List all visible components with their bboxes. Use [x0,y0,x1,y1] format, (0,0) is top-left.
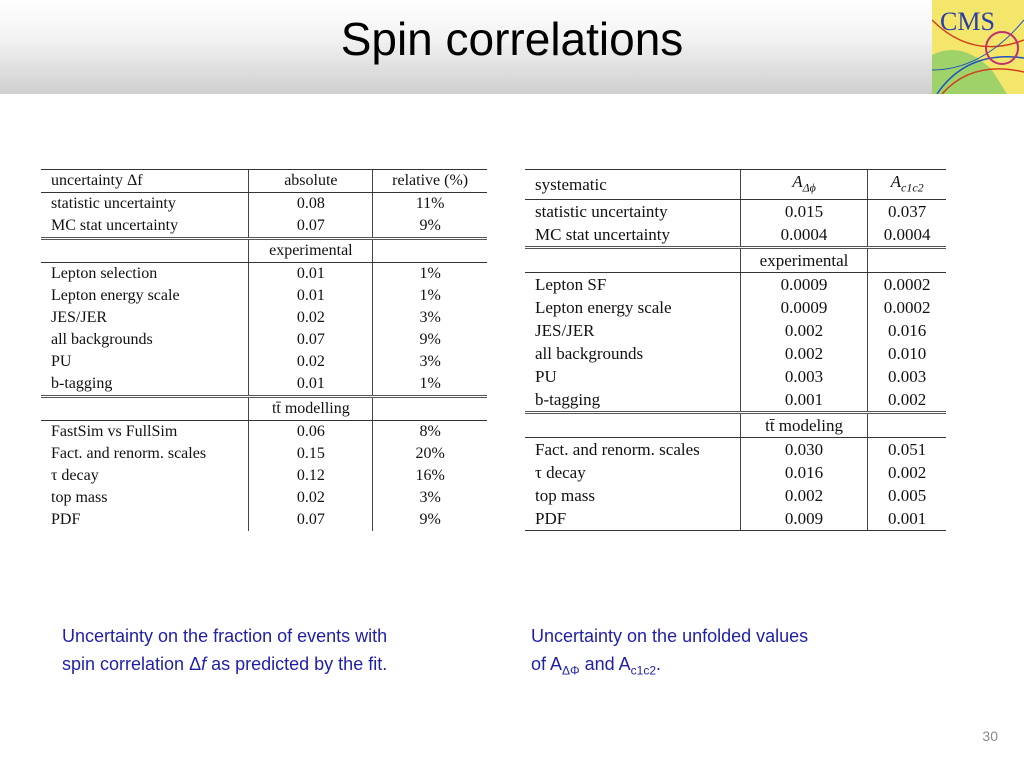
row-a-delta-phi: 0.002 [740,342,868,365]
row-relative: 1% [373,263,487,286]
slide-title: Spin correlations [340,13,684,65]
row-relative: 9% [373,215,487,239]
table-row [525,438,946,462]
table-row [41,465,487,487]
caption-line [531,650,931,685]
section-spacer [525,248,740,273]
row-label: PDF [51,511,81,528]
table-row [41,307,487,329]
header-uncertainty: uncertainty Δf [41,170,249,193]
row-label: Fact. and renorm. scales [51,445,207,462]
section-label: tt̄ modelling [249,397,373,421]
caption-line: Uncertainty on the fraction of events with [62,626,388,646]
row-absolute: 0.07 [249,509,373,531]
table-row [525,507,946,531]
caption-text: of A [531,654,563,674]
row-a-delta-phi: 0.015 [740,200,868,224]
row-a-c1c2: 0.010 [868,342,946,365]
caption-right [531,622,931,685]
row-label: b-tagging [51,375,113,392]
row-label: top mass [535,486,595,506]
row-absolute: 0.08 [249,193,373,216]
row-label: τ decay [51,467,99,484]
row-relative: 3% [373,351,487,373]
row-absolute: 0.12 [249,465,373,487]
row-label: PU [535,367,557,387]
row-a-delta-phi: 0.0004 [740,223,868,248]
row-relative: 3% [373,487,487,509]
table-row [41,443,487,465]
row-a-c1c2: 0.016 [868,319,946,342]
svg-text:CMS: CMS [940,7,995,36]
table-row [41,421,487,444]
row-absolute: 0.01 [249,373,373,397]
row-absolute: 0.01 [249,285,373,307]
row-relative: 9% [373,509,487,531]
table-header-row [41,170,487,193]
row-relative: 11% [373,193,487,216]
row-a-c1c2: 0.002 [868,461,946,484]
row-label: all backgrounds [51,331,153,348]
table-row [525,484,946,507]
row-a-c1c2: 0.0004 [868,223,946,248]
header-a-c1c2 [868,170,946,200]
row-relative: 1% [373,285,487,307]
row-relative: 9% [373,329,487,351]
row-relative: 8% [373,421,487,444]
header-a-symbol: A [792,172,803,191]
table-row [525,365,946,388]
row-label: statistic uncertainty [535,202,668,222]
header-a-subscript: Δϕ [802,180,816,195]
table-row [41,263,487,286]
row-a-c1c2: 0.003 [868,365,946,388]
section-spacer [525,413,740,438]
row-a-delta-phi: 0.016 [740,461,868,484]
table-row [525,319,946,342]
section-row-experimental [41,239,487,263]
row-label: all backgrounds [535,344,644,364]
row-a-c1c2: 0.0002 [868,296,946,319]
table-row [41,509,487,531]
section-label: experimental [740,248,868,273]
row-label: PU [51,353,72,370]
table-row [41,487,487,509]
row-absolute: 0.02 [249,307,373,329]
table-row [525,273,946,297]
section-row-modeling [525,413,946,438]
row-label: Fact. and renorm. scales [535,440,700,460]
row-absolute: 0.02 [249,487,373,509]
row-a-c1c2: 0.0002 [868,273,946,297]
header-a-delta-phi [740,170,868,200]
row-absolute: 0.01 [249,263,373,286]
section-row-experimental [525,248,946,273]
caption-text: and A [579,654,631,674]
row-a-c1c2: 0.005 [868,484,946,507]
row-relative: 3% [373,307,487,329]
row-a-delta-phi: 0.0009 [740,273,868,297]
row-label: JES/JER [535,321,595,341]
caption-subscript: ΔΦ [562,663,580,678]
row-absolute: 0.15 [249,443,373,465]
row-a-c1c2: 0.037 [868,200,946,224]
row-a-delta-phi: 0.002 [740,484,868,507]
table-row [41,351,487,373]
header-relative: relative (%) [373,170,487,193]
row-label: b-tagging [535,390,601,410]
row-a-c1c2: 0.001 [868,507,946,531]
table-fraction-uncertainty [41,169,487,531]
row-relative: 1% [373,373,487,397]
section-spacer [373,397,487,421]
header-systematic: systematic [525,170,740,200]
section-spacer [373,239,487,263]
row-relative: 20% [373,443,487,465]
row-label: PDF [525,507,740,531]
cms-logo [932,0,1024,94]
row-relative: 16% [373,465,487,487]
row-label: Lepton selection [51,265,158,282]
section-row-modelling [41,397,487,421]
row-a-delta-phi: 0.009 [740,507,868,531]
row-absolute: 0.07 [249,329,373,351]
table-row [41,373,487,397]
caption-text: spin correlation Δ [62,654,202,674]
section-label: tt̄ modeling [740,413,868,438]
row-absolute: 0.07 [249,215,373,239]
row-label: Lepton SF [535,275,607,295]
caption-text: . [656,654,662,674]
section-spacer [41,397,249,421]
row-label: MC stat uncertainty [535,225,671,245]
header-absolute: absolute [249,170,373,193]
caption-left [62,622,502,678]
row-a-c1c2: 0.002 [868,388,946,413]
row-a-delta-phi: 0.030 [740,438,868,462]
row-a-c1c2: 0.051 [868,438,946,462]
section-spacer [868,248,946,273]
caption-line [62,650,502,678]
table-row [525,342,946,365]
table-row [41,193,487,216]
header-a-symbol: A [890,172,902,191]
table-row [41,329,487,351]
table-row [41,215,487,239]
row-a-delta-phi: 0.0009 [740,296,868,319]
table-unfolded-uncertainty [525,169,946,531]
table-row [41,285,487,307]
row-absolute: 0.06 [249,421,373,444]
row-label: Lepton energy scale [51,287,180,304]
caption-text: as predicted by the fit. [206,654,388,674]
row-a-delta-phi: 0.002 [740,319,868,342]
table-header-row [525,170,946,200]
section-spacer [868,413,946,438]
row-label: statistic uncertainty [51,195,176,212]
page-number: 30 [982,728,998,744]
row-absolute: 0.02 [249,351,373,373]
row-label: τ decay [535,463,586,483]
table-row [525,200,946,224]
caption-line: Uncertainty on the unfolded values [531,626,809,646]
caption-subscript: c1c2 [630,663,657,678]
row-label: Lepton energy scale [535,298,672,318]
table-row [525,223,946,248]
table-row [525,388,946,413]
section-spacer [41,239,249,263]
row-a-delta-phi: 0.001 [740,388,868,413]
header-a-subscript: c1c2 [901,180,924,195]
section-label: experimental [249,239,373,263]
row-label: top mass [51,489,108,506]
caption-variable: f [201,654,207,674]
row-label: FastSim vs FullSim [51,423,178,440]
row-a-delta-phi: 0.003 [740,365,868,388]
table-row [525,461,946,484]
row-label: JES/JER [51,309,108,326]
row-label: MC stat uncertainty [51,217,179,234]
table-row [525,296,946,319]
